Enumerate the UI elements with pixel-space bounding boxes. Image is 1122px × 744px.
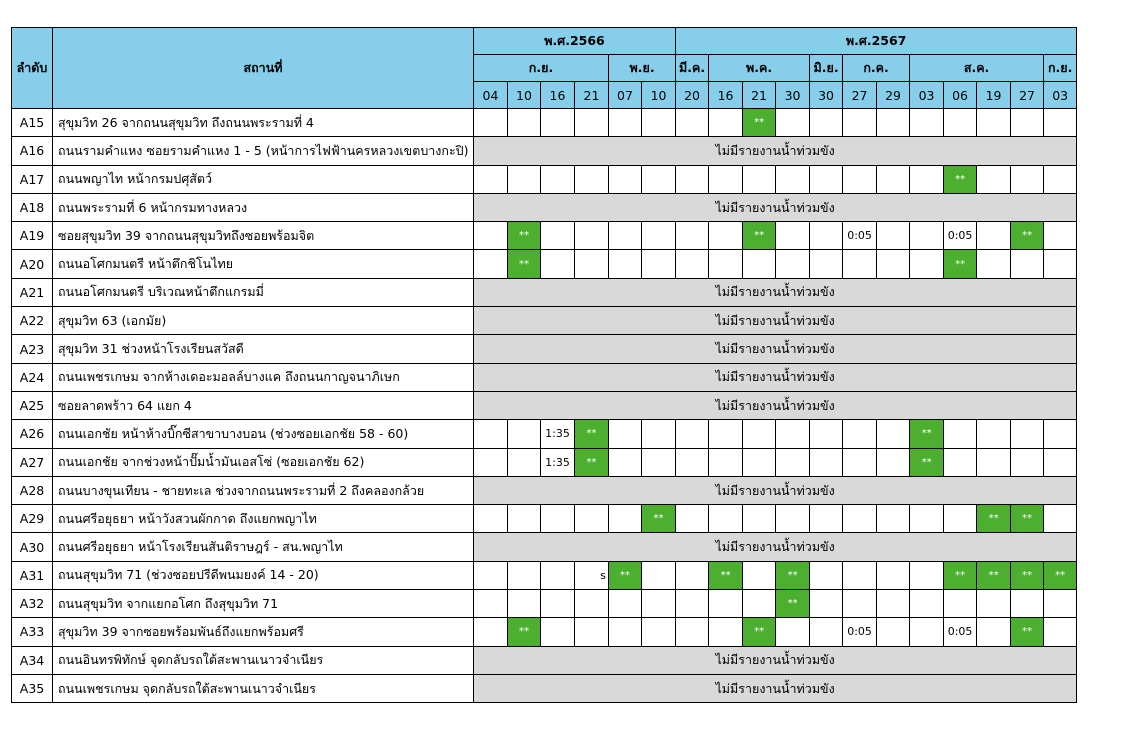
date-cell	[910, 250, 944, 278]
date-cell	[977, 165, 1011, 193]
flood-mark-cell: **	[642, 505, 676, 533]
row-place: ถนนสุขุมวิท 71 (ช่วงซอยปรีดีพนมยงค์ 14 - 20)	[53, 561, 474, 589]
row-code: A21	[12, 278, 53, 306]
header-month: ก.ย.	[474, 55, 609, 82]
date-cell	[944, 420, 977, 448]
date-cell	[575, 505, 609, 533]
header-date: 29	[877, 82, 910, 109]
date-cell	[776, 448, 810, 476]
header-date: 27	[1011, 82, 1044, 109]
date-cell	[743, 590, 776, 618]
date-cell	[474, 590, 508, 618]
date-cell	[575, 165, 609, 193]
date-cell	[843, 505, 877, 533]
date-cell: s	[575, 561, 609, 589]
date-cell	[1044, 250, 1077, 278]
row-place: ถนนอโศกมนตรี หน้าตึกชิโนไทย	[53, 250, 474, 278]
table-row	[12, 137, 1077, 165]
date-cell	[1044, 222, 1077, 250]
row-code: A17	[12, 165, 53, 193]
header-date: 19	[977, 82, 1011, 109]
row-place: ถนนศรีอยุธยา หน้าโรงเรียนสันติราษฎร์ - สน.พญาไท	[53, 533, 474, 561]
date-cell	[1011, 420, 1044, 448]
date-cell: 1:35	[541, 420, 575, 448]
row-code: A24	[12, 363, 53, 391]
header-date: 10	[508, 82, 541, 109]
header-month: ก.ค.	[843, 55, 910, 82]
header-date: 20	[676, 82, 709, 109]
flood-mark-cell: **	[977, 561, 1011, 589]
date-cell	[642, 165, 676, 193]
no-report-cell: ไม่มีรายงานน้ำท่วมขัง	[474, 476, 1077, 504]
header-year: พ.ศ.2567	[676, 28, 1077, 55]
row-place: ถนนเพชรเกษม จุดกลับรถใต้สะพานเนาวจำเนียร	[53, 674, 474, 702]
date-cell	[575, 250, 609, 278]
row-place: ถนนศรีอยุธยา หน้าวังสวนผักกาด ถึงแยกพญาไท	[53, 505, 474, 533]
header-date: 16	[709, 82, 743, 109]
row-place: สุขุมวิท 63 (เอกมัย)	[53, 307, 474, 335]
header-date: 30	[776, 82, 810, 109]
header-date: 21	[743, 82, 776, 109]
date-cell	[642, 618, 676, 646]
flood-mark-cell: **	[1044, 561, 1077, 589]
no-report-cell: ไม่มีรายงานน้ำท่วมขัง	[474, 533, 1077, 561]
row-code: A18	[12, 193, 53, 221]
date-cell	[541, 505, 575, 533]
table-row	[12, 505, 1077, 533]
date-cell	[944, 590, 977, 618]
date-cell	[1044, 505, 1077, 533]
date-cell	[910, 222, 944, 250]
date-cell	[776, 505, 810, 533]
flood-mark-cell: **	[743, 222, 776, 250]
header-date: 21	[575, 82, 609, 109]
flood-mark-cell: **	[944, 561, 977, 589]
date-cell	[541, 618, 575, 646]
header-date: 10	[642, 82, 676, 109]
date-cell	[508, 420, 541, 448]
no-report-cell: ไม่มีรายงานน้ำท่วมขัง	[474, 335, 1077, 363]
header-order: ลำดับ	[12, 28, 53, 109]
row-code: A25	[12, 391, 53, 419]
no-report-cell: ไม่มีรายงานน้ำท่วมขัง	[474, 646, 1077, 674]
date-cell	[1044, 420, 1077, 448]
date-cell	[642, 590, 676, 618]
date-cell	[810, 222, 843, 250]
date-cell	[810, 420, 843, 448]
date-cell	[609, 448, 642, 476]
table-row	[12, 674, 1077, 702]
date-cell	[743, 448, 776, 476]
no-report-cell: ไม่มีรายงานน้ำท่วมขัง	[474, 307, 1077, 335]
flood-mark-cell: **	[575, 420, 609, 448]
date-cell	[1011, 165, 1044, 193]
date-cell	[843, 590, 877, 618]
table-row	[12, 165, 1077, 193]
row-code: A30	[12, 533, 53, 561]
flood-mark-cell: **	[944, 250, 977, 278]
table-row	[12, 335, 1077, 363]
row-code: A22	[12, 307, 53, 335]
date-cell	[843, 420, 877, 448]
date-cell	[977, 250, 1011, 278]
header-date: 04	[474, 82, 508, 109]
date-cell	[877, 561, 910, 589]
date-cell	[877, 109, 910, 137]
date-cell	[676, 505, 709, 533]
date-cell	[977, 618, 1011, 646]
date-cell	[810, 109, 843, 137]
date-cell	[910, 618, 944, 646]
date-cell	[676, 165, 709, 193]
date-cell	[508, 590, 541, 618]
date-cell	[474, 222, 508, 250]
date-cell: 0:05	[843, 222, 877, 250]
row-place: ถนนอินทรพิทักษ์ จุดกลับรถใต้สะพานเนาวจำเนียร	[53, 646, 474, 674]
no-report-cell: ไม่มีรายงานน้ำท่วมขัง	[474, 193, 1077, 221]
table-row	[12, 561, 1077, 589]
date-cell: 0:05	[843, 618, 877, 646]
date-cell	[743, 561, 776, 589]
table-row	[12, 646, 1077, 674]
date-cell	[508, 561, 541, 589]
flood-mark-cell: **	[1011, 618, 1044, 646]
date-cell	[776, 165, 810, 193]
date-cell	[474, 165, 508, 193]
date-cell	[609, 109, 642, 137]
date-cell	[642, 420, 676, 448]
flood-mark-cell: **	[1011, 222, 1044, 250]
row-code: A19	[12, 222, 53, 250]
date-cell	[508, 109, 541, 137]
date-cell	[1011, 250, 1044, 278]
flood-mark-cell: **	[508, 222, 541, 250]
flood-mark-cell: **	[508, 618, 541, 646]
header-date: 30	[810, 82, 843, 109]
flood-report-table	[11, 27, 1077, 703]
flood-mark-cell: **	[709, 561, 743, 589]
header-month: พ.ย.	[609, 55, 676, 82]
date-cell	[609, 505, 642, 533]
date-cell	[910, 561, 944, 589]
date-cell	[642, 561, 676, 589]
date-cell	[642, 109, 676, 137]
date-cell	[977, 109, 1011, 137]
date-cell	[877, 618, 910, 646]
row-code: A27	[12, 448, 53, 476]
row-place: สุขุมวิท 31 ช่วงหน้าโรงเรียนสวัสดี	[53, 335, 474, 363]
date-cell	[508, 165, 541, 193]
table-row	[12, 476, 1077, 504]
date-cell	[877, 505, 910, 533]
date-cell	[810, 250, 843, 278]
date-cell: 1:35	[541, 448, 575, 476]
date-cell	[1044, 448, 1077, 476]
table-row	[12, 391, 1077, 419]
date-cell	[642, 448, 676, 476]
header-year-row	[12, 28, 1077, 55]
date-cell	[709, 109, 743, 137]
flood-mark-cell: **	[910, 448, 944, 476]
date-cell	[709, 618, 743, 646]
flood-mark-cell: **	[910, 420, 944, 448]
date-cell	[743, 420, 776, 448]
table-row	[12, 448, 1077, 476]
date-cell	[910, 165, 944, 193]
row-place: ถนนพญาไท หน้ากรมปศุสัตว์	[53, 165, 474, 193]
row-code: A20	[12, 250, 53, 278]
date-cell	[541, 109, 575, 137]
date-cell	[877, 448, 910, 476]
date-cell	[810, 448, 843, 476]
date-cell	[474, 250, 508, 278]
date-cell	[676, 250, 709, 278]
date-cell	[676, 561, 709, 589]
date-cell	[575, 618, 609, 646]
row-code: A29	[12, 505, 53, 533]
date-cell	[676, 420, 709, 448]
flood-mark-cell: **	[609, 561, 642, 589]
date-cell	[609, 590, 642, 618]
date-cell	[910, 590, 944, 618]
table-row	[12, 109, 1077, 137]
table-row	[12, 278, 1077, 306]
date-cell	[877, 222, 910, 250]
date-cell	[977, 222, 1011, 250]
date-cell	[843, 250, 877, 278]
date-cell	[743, 505, 776, 533]
date-cell	[676, 109, 709, 137]
row-code: A23	[12, 335, 53, 363]
flood-mark-cell: **	[776, 590, 810, 618]
row-code: A15	[12, 109, 53, 137]
header-month: ส.ค.	[910, 55, 1044, 82]
date-cell	[776, 250, 810, 278]
date-cell	[810, 590, 843, 618]
row-place: ถนนสุขุมวิท จากแยกอโศก ถึงสุขุมวิท 71	[53, 590, 474, 618]
date-cell	[575, 590, 609, 618]
date-cell	[1011, 109, 1044, 137]
flood-mark-cell: **	[977, 505, 1011, 533]
date-cell	[508, 505, 541, 533]
row-place: ถนนเพชรเกษม จากห้างเดอะมอลล์บางแค ถึงถนนกาญจนาภิเษก	[53, 363, 474, 391]
flood-mark-cell: **	[575, 448, 609, 476]
date-cell	[541, 165, 575, 193]
no-report-cell: ไม่มีรายงานน้ำท่วมขัง	[474, 674, 1077, 702]
header-date: 03	[910, 82, 944, 109]
date-cell	[676, 222, 709, 250]
date-cell	[676, 448, 709, 476]
date-cell	[609, 420, 642, 448]
no-report-cell: ไม่มีรายงานน้ำท่วมขัง	[474, 391, 1077, 419]
row-place: ถนนบางขุนเทียน - ชายทะเล ช่วงจากถนนพระรามที่ 2 ถึงคลองกล้วย	[53, 476, 474, 504]
no-report-cell: ไม่มีรายงานน้ำท่วมขัง	[474, 363, 1077, 391]
row-code: A16	[12, 137, 53, 165]
table-row	[12, 222, 1077, 250]
date-cell	[474, 420, 508, 448]
date-cell	[877, 420, 910, 448]
date-cell	[474, 448, 508, 476]
date-cell	[910, 505, 944, 533]
date-cell	[609, 165, 642, 193]
date-cell	[1011, 590, 1044, 618]
date-cell	[575, 222, 609, 250]
header-year: พ.ศ.2566	[474, 28, 676, 55]
date-cell	[776, 420, 810, 448]
date-cell: 0:05	[944, 618, 977, 646]
row-place: สุขุมวิท 39 จากซอยพร้อมพันธ์ถึงแยกพร้อมศรี	[53, 618, 474, 646]
date-cell	[1011, 448, 1044, 476]
table-row	[12, 250, 1077, 278]
date-cell	[474, 505, 508, 533]
row-place: ถนนเอกชัย หน้าห้างบิ๊กซีสาขาบางบอน (ช่วงซอยเอกชัย 58 - 60)	[53, 420, 474, 448]
date-cell	[709, 420, 743, 448]
date-cell	[810, 165, 843, 193]
table-row	[12, 533, 1077, 561]
table-row	[12, 363, 1077, 391]
date-cell	[776, 618, 810, 646]
date-cell	[776, 222, 810, 250]
date-cell	[575, 109, 609, 137]
date-cell	[541, 250, 575, 278]
flood-mark-cell: **	[743, 618, 776, 646]
row-place: ซอยสุขุมวิท 39 จากถนนสุขุมวิทถึงซอยพร้อมจิต	[53, 222, 474, 250]
date-cell	[642, 222, 676, 250]
date-cell	[541, 590, 575, 618]
date-cell	[843, 165, 877, 193]
row-code: A32	[12, 590, 53, 618]
row-code: A35	[12, 674, 53, 702]
date-cell	[843, 561, 877, 589]
date-cell	[642, 250, 676, 278]
date-cell	[1044, 590, 1077, 618]
date-cell	[877, 165, 910, 193]
header-month: มิ.ย.	[810, 55, 843, 82]
no-report-cell: ไม่มีรายงานน้ำท่วมขัง	[474, 137, 1077, 165]
date-cell	[676, 618, 709, 646]
header-month: ก.ย.	[1044, 55, 1077, 82]
flood-mark-cell: **	[1011, 561, 1044, 589]
table-row	[12, 307, 1077, 335]
header-date: 27	[843, 82, 877, 109]
date-cell	[877, 590, 910, 618]
no-report-cell: ไม่มีรายงานน้ำท่วมขัง	[474, 278, 1077, 306]
row-place: ถนนเอกชัย จากช่วงหน้าปั๊มน้ำมันเอสโซ่ (ซอยเอกชัย 62)	[53, 448, 474, 476]
date-cell	[1044, 165, 1077, 193]
date-cell	[877, 250, 910, 278]
date-cell	[609, 618, 642, 646]
header-date: 07	[609, 82, 642, 109]
table-row	[12, 420, 1077, 448]
header-date: 16	[541, 82, 575, 109]
table-row	[12, 618, 1077, 646]
date-cell	[609, 250, 642, 278]
date-cell	[810, 618, 843, 646]
date-cell	[944, 109, 977, 137]
date-cell	[810, 505, 843, 533]
row-place: สุขุมวิท 26 จากถนนสุขุมวิท ถึงถนนพระรามที่ 4	[53, 109, 474, 137]
flood-mark-cell: **	[944, 165, 977, 193]
row-code: A31	[12, 561, 53, 589]
date-cell	[474, 561, 508, 589]
date-cell	[843, 109, 877, 137]
date-cell	[709, 505, 743, 533]
flood-mark-cell: **	[1011, 505, 1044, 533]
date-cell	[709, 590, 743, 618]
header-place: สถานที่	[53, 28, 474, 109]
date-cell	[508, 448, 541, 476]
date-cell	[743, 250, 776, 278]
date-cell	[709, 448, 743, 476]
date-cell	[609, 222, 642, 250]
date-cell	[977, 448, 1011, 476]
row-code: A33	[12, 618, 53, 646]
table-row	[12, 590, 1077, 618]
row-code: A34	[12, 646, 53, 674]
row-place: ถนนรามคำแหง ซอยรามคำแหง 1 - 5 (หน้าการไฟฟ้านครหลวงเขตบางกะปิ)	[53, 137, 474, 165]
header-date: 03	[1044, 82, 1077, 109]
date-cell	[944, 448, 977, 476]
date-cell	[910, 109, 944, 137]
date-cell	[541, 222, 575, 250]
date-cell	[810, 561, 843, 589]
date-cell	[776, 109, 810, 137]
header-month: พ.ค.	[709, 55, 810, 82]
date-cell	[541, 561, 575, 589]
date-cell	[474, 618, 508, 646]
header-month: มี.ค.	[676, 55, 709, 82]
date-cell: 0:05	[944, 222, 977, 250]
date-cell	[977, 420, 1011, 448]
header-date: 06	[944, 82, 977, 109]
date-cell	[709, 165, 743, 193]
row-code: A28	[12, 476, 53, 504]
date-cell	[676, 590, 709, 618]
date-cell	[743, 165, 776, 193]
date-cell	[843, 448, 877, 476]
row-code: A26	[12, 420, 53, 448]
date-cell	[1044, 109, 1077, 137]
flood-mark-cell: **	[776, 561, 810, 589]
row-place: ถนนพระรามที่ 6 หน้ากรมทางหลวง	[53, 193, 474, 221]
date-cell	[709, 222, 743, 250]
date-cell	[709, 250, 743, 278]
date-cell	[944, 505, 977, 533]
flood-mark-cell: **	[508, 250, 541, 278]
table-body	[12, 109, 1077, 703]
date-cell	[474, 109, 508, 137]
row-place: ถนนอโศกมนตรี บริเวณหน้าตึกแกรมมี่	[53, 278, 474, 306]
date-cell	[1044, 618, 1077, 646]
flood-mark-cell: **	[743, 109, 776, 137]
date-cell	[977, 590, 1011, 618]
row-place: ซอยลาดพร้าว 64 แยก 4	[53, 391, 474, 419]
table-row	[12, 193, 1077, 221]
